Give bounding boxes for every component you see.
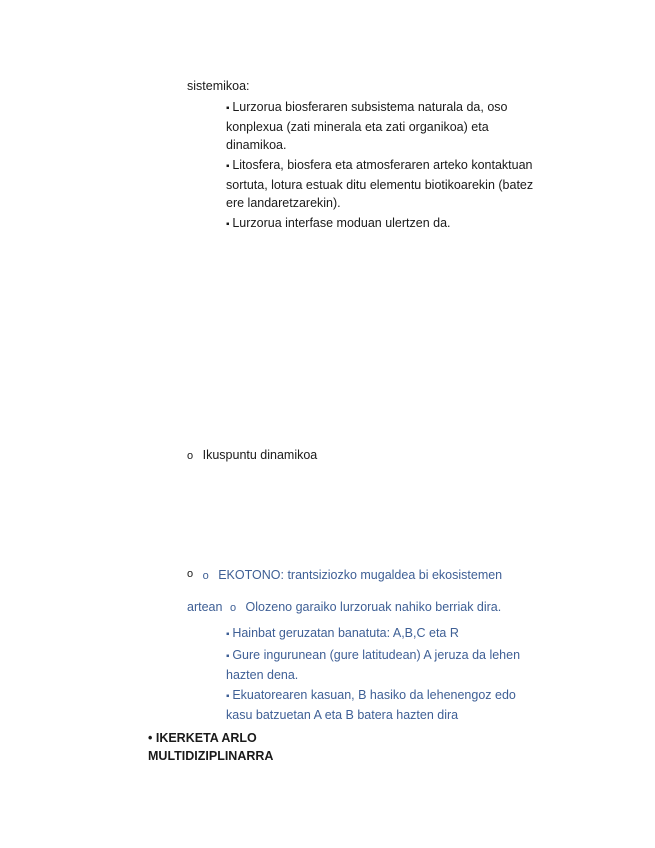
circle-bullet-icon: o — [202, 570, 209, 582]
list-item — [226, 686, 566, 724]
bullet-line: ▪ Gure ingurunean (gure latitudean) A jeruza da lehen — [226, 648, 520, 662]
bullet-line: ▪ Lurzorua biosferaren subsistema naturala da, oso — [226, 100, 508, 114]
ekotono-text: EKOTONO: trantsiziozko mugaldea bi ekosistemen — [218, 568, 503, 582]
bullet-line: ▪ Lurzorua interfase moduan ulertzen da. — [226, 216, 451, 230]
bullet-list-ekotono — [226, 624, 566, 724]
bullet-list-top — [226, 98, 566, 234]
ekotono-sub-item — [187, 598, 501, 617]
bullet-line: konplexua (zati minerala eta zati organikoa) eta — [226, 120, 489, 134]
section-heading — [148, 729, 273, 765]
list-item — [226, 624, 566, 644]
dynamic-viewpoint-label: Ikuspuntu dinamikoa — [202, 448, 318, 462]
bullet-line: hazten dena. — [226, 668, 299, 682]
list-item — [226, 98, 566, 154]
bullet-line: ▪ Ekuatorearen kasuan, B hasiko da lehenengoz edo — [226, 688, 516, 702]
circle-bullet-icon: o — [229, 602, 237, 614]
bullet-line: ▪ Litosfera, biosfera eta atmosferaren arteko kontaktuan — [226, 158, 533, 172]
bullet-line: dinamikoa. — [226, 138, 287, 152]
intro-text: sistemikoa: — [187, 79, 250, 93]
ekotono-sub-text: Olozeno garaiko lurzoruak nahiko berriak dira. — [245, 600, 502, 614]
ekotono-item — [187, 566, 502, 585]
bullet-line: ▪ Hainbat geruzatan banatuta: A,B,C eta R — [226, 626, 459, 640]
bullet-line: sortuta, lotura estuak ditu elementu biotikoarekin (batez — [226, 178, 534, 192]
heading-line: • IKERKETA ARLO — [148, 731, 257, 745]
dynamic-viewpoint-item — [187, 446, 317, 465]
bullet-line: ere landaretzarekin). — [226, 196, 341, 210]
list-item — [226, 646, 566, 684]
circle-bullet-icon: o — [187, 568, 194, 580]
list-item — [226, 214, 566, 234]
heading-line: MULTIDIZIPLINARRA — [148, 749, 274, 763]
list-item — [226, 156, 566, 212]
bullet-line: kasu batzuetan A eta B batera hazten dira — [226, 708, 459, 722]
artean-text: artean — [187, 600, 223, 614]
circle-bullet-icon: o — [187, 450, 194, 462]
